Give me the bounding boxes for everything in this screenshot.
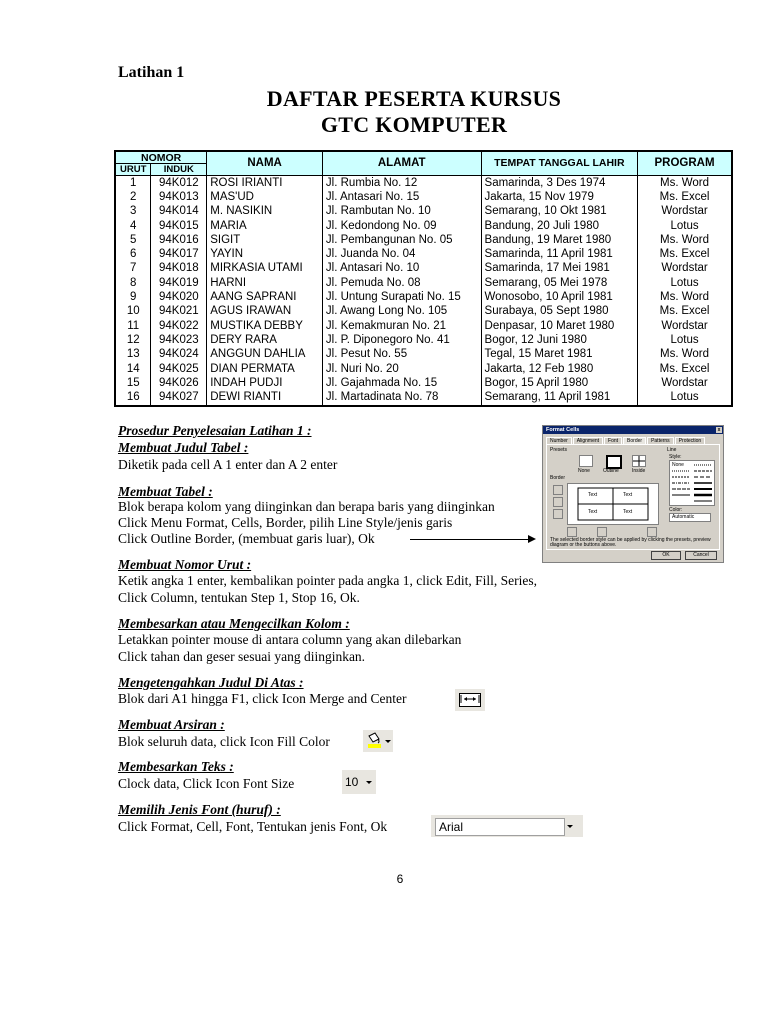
cell-program: Wordstar <box>638 262 732 276</box>
cell-urut: 14 <box>115 362 151 376</box>
preview-text-4: Text <box>623 509 633 515</box>
style-none-label: None <box>672 462 684 468</box>
cell-nama: YAYIN <box>207 247 323 261</box>
merge-center-icon <box>455 689 485 711</box>
cell-alamat: Jl. Nuri No. 20 <box>322 362 481 376</box>
cell-induk: 94K016 <box>151 233 207 247</box>
preview-text-3: Text <box>588 509 598 515</box>
cell-program: Ms. Word <box>638 290 732 304</box>
cell-induk: 94K013 <box>151 190 207 204</box>
border-label: Border <box>550 475 566 481</box>
cell-nama: DERY RARA <box>207 333 323 347</box>
participants-table <box>114 150 733 407</box>
tab-patterns: Patterns <box>647 437 674 445</box>
cell-program: Ms. Excel <box>638 305 732 319</box>
table-row <box>115 390 732 405</box>
table-row <box>115 262 732 276</box>
cell-program: Ms. Word <box>638 233 732 247</box>
cell-urut: 4 <box>115 219 151 233</box>
kolom-line1: Letakkan pointer mouse di antara column yang akan dilebarkan <box>118 632 462 647</box>
cell-urut: 1 <box>115 176 151 191</box>
cell-induk: 94K014 <box>151 205 207 219</box>
cell-induk: 94K025 <box>151 362 207 376</box>
cell-ttl: Samarinda, 3 Des 1974 <box>481 176 638 191</box>
cell-program: Ms. Word <box>638 176 732 191</box>
cell-urut: 7 <box>115 262 151 276</box>
cell-ttl: Semarang, 11 April 1981 <box>481 390 638 405</box>
font-text: Click Format, Cell, Font, Tentukan jenis Font, Ok <box>118 819 388 834</box>
header-urut: URUT <box>115 164 151 176</box>
table-row <box>115 190 732 204</box>
cell-nama: HARNI <box>207 276 323 290</box>
cell-alamat: Jl. Awang Long No. 105 <box>322 305 481 319</box>
cell-nama: ROSI IRIANTI <box>207 176 323 191</box>
cell-alamat: Jl. Antasari No. 15 <box>322 190 481 204</box>
cell-urut: 16 <box>115 390 151 405</box>
judul-text: Diketik pada cell A 1 enter dan A 2 enter <box>118 457 338 472</box>
table-row <box>115 319 732 333</box>
cell-nama: SIGIT <box>207 233 323 247</box>
arrow-head-icon <box>528 535 536 543</box>
cell-induk: 94K027 <box>151 390 207 405</box>
cell-ttl: Semarang, 10 Okt 1981 <box>481 205 638 219</box>
cell-urut: 9 <box>115 290 151 304</box>
cell-nama: DEWI RIANTI <box>207 390 323 405</box>
cell-ttl: Samarinda, 11 April 1981 <box>481 247 638 261</box>
cell-induk: 94K012 <box>151 176 207 191</box>
header-induk: INDUK <box>151 164 207 176</box>
border-preview <box>567 483 659 525</box>
color-label: Color: <box>669 507 683 513</box>
table-row <box>115 305 732 319</box>
cell-induk: 94K023 <box>151 333 207 347</box>
cell-urut: 6 <box>115 247 151 261</box>
cell-program: Ms. Word <box>638 348 732 362</box>
tab-alignment: Alignment <box>573 437 603 445</box>
table-row <box>115 276 732 290</box>
cell-ttl: Jakarta, 12 Feb 1980 <box>481 362 638 376</box>
cell-program: Lotus <box>638 333 732 347</box>
table-row <box>115 348 732 362</box>
font-heading: Memilih Jenis Font (huruf) : <box>118 802 281 817</box>
header-nama: NAMA <box>207 151 323 176</box>
cell-nama: ANGGUN DAHLIA <box>207 348 323 362</box>
latihan-label: Latihan 1 <box>118 64 185 81</box>
tab-protection: Protection <box>675 437 706 445</box>
cell-alamat: Jl. Juanda No. 04 <box>322 247 481 261</box>
preset-outline-label: Outline <box>603 468 619 474</box>
nomor-line2: Click Column, tentukan Step 1, Stop 16, Ok. <box>118 590 360 605</box>
header-alamat: ALAMAT <box>322 151 481 176</box>
style-label: Style: <box>669 454 682 460</box>
header-nomor: NOMOR <box>115 151 207 164</box>
cell-alamat: Jl. Kedondong No. 09 <box>322 219 481 233</box>
tabel-line3: Click Outline Border, (membuat garis luar), Ok <box>118 531 375 546</box>
border-left-icon <box>567 527 577 537</box>
cell-alamat: Jl. Rumbia No. 12 <box>322 176 481 191</box>
font-name-box <box>431 815 583 837</box>
table-row <box>115 176 732 191</box>
dialog-title-bar <box>543 426 723 434</box>
preset-inside-label: Inside <box>632 468 646 474</box>
cell-urut: 8 <box>115 276 151 290</box>
cell-alamat: Jl. Kemakmuran No. 21 <box>322 319 481 333</box>
cell-ttl: Bandung, 20 Juli 1980 <box>481 219 638 233</box>
procedure-title: Prosedur Penyelesaian Latihan 1 : <box>118 423 312 438</box>
cell-urut: 11 <box>115 319 151 333</box>
format-cells-dialog <box>542 425 724 563</box>
border-right-icon <box>647 527 657 537</box>
preset-none-icon <box>579 455 593 467</box>
table-row <box>115 362 732 376</box>
cell-program: Ms. Excel <box>638 362 732 376</box>
line-style-list <box>669 460 715 506</box>
cell-ttl: Wonosobo, 10 April 1981 <box>481 290 638 304</box>
table-row <box>115 205 732 219</box>
teks-text: Clock data, Click Icon Font Size <box>118 776 295 791</box>
cell-nama: INDAH PUDJI <box>207 376 323 390</box>
cell-ttl: Bogor, 15 April 1980 <box>481 376 638 390</box>
kolom-line2: Click tahan dan geser sesuai yang diinginkan. <box>118 649 366 664</box>
table-row <box>115 247 732 261</box>
tengah-heading: Mengetengahkan Judul Di Atas : <box>118 675 304 690</box>
cell-ttl: Bogor, 12 Juni 1980 <box>481 333 638 347</box>
cell-alamat: Jl. Gajahmada No. 15 <box>322 376 481 390</box>
cell-ttl: Samarinda, 17 Mei 1981 <box>481 262 638 276</box>
cell-urut: 12 <box>115 333 151 347</box>
cell-program: Wordstar <box>638 205 732 219</box>
cell-nama: MUSTIKA DEBBY <box>207 319 323 333</box>
cell-urut: 15 <box>115 376 151 390</box>
cell-nama: AGUS IRAWAN <box>207 305 323 319</box>
tab-font: Font <box>604 437 622 445</box>
cell-nama: MIRKASIA UTAMI <box>207 262 323 276</box>
cell-urut: 10 <box>115 305 151 319</box>
table-row <box>115 333 732 347</box>
cell-ttl: Semarang, 05 Mei 1978 <box>481 276 638 290</box>
tab-border: Border <box>623 437 646 445</box>
cell-program: Ms. Excel <box>638 190 732 204</box>
cell-induk: 94K022 <box>151 319 207 333</box>
cell-program: Wordstar <box>638 319 732 333</box>
cell-program: Wordstar <box>638 376 732 390</box>
cell-alamat: Jl. Pembangunan No. 05 <box>322 233 481 247</box>
judul-heading: Membuat Judul Tabel : <box>118 440 249 455</box>
cell-alamat: Jl. Rambutan No. 10 <box>322 205 481 219</box>
arrow-line <box>410 539 532 540</box>
cell-induk: 94K017 <box>151 247 207 261</box>
table-row <box>115 290 732 304</box>
tengah-text: Blok dari A1 hingga F1, click Icon Merge and Center <box>118 691 407 706</box>
cell-nama: AANG SAPRANI <box>207 290 323 304</box>
arsiran-text: Blok seluruh data, click Icon Fill Color <box>118 734 330 749</box>
cell-urut: 5 <box>115 233 151 247</box>
ok-button: OK <box>651 551 681 560</box>
page-title-line1: DAFTAR PESERTA KURSUS <box>266 86 562 111</box>
cell-induk: 94K019 <box>151 276 207 290</box>
cell-induk: 94K024 <box>151 348 207 362</box>
font-size-value: 10 <box>345 775 359 789</box>
cell-ttl: Tegal, 15 Maret 1981 <box>481 348 638 362</box>
cell-nama: M. NASIKIN <box>207 205 323 219</box>
cell-nama: DIAN PERMATA <box>207 362 323 376</box>
teks-heading: Membesarkan Teks : <box>118 759 234 774</box>
header-program: PROGRAM <box>638 151 732 176</box>
tabel-line2: Click Menu Format, Cells, Border, pilih Line Style/jenis garis <box>118 515 453 530</box>
cell-induk: 94K020 <box>151 290 207 304</box>
border-top-icon <box>553 485 563 495</box>
cell-program: Lotus <box>638 390 732 405</box>
font-size-box <box>342 770 376 794</box>
kolom-heading: Membesarkan atau Mengecilkan Kolom : <box>118 616 350 631</box>
border-center-icon <box>597 527 607 537</box>
color-value: Automatic <box>672 514 695 520</box>
cell-nama: MAS'UD <box>207 190 323 204</box>
cell-urut: 13 <box>115 348 151 362</box>
cell-alamat: Jl. Pesut No. 55 <box>322 348 481 362</box>
nomor-line1: Ketik angka 1 enter, kembalikan pointer pada angka 1, click Edit, Fill, Series, <box>118 573 537 588</box>
cell-urut: 2 <box>115 190 151 204</box>
preview-text-2: Text <box>623 492 633 498</box>
line-label: Line <box>667 447 677 453</box>
cell-ttl: Surabaya, 05 Sept 1980 <box>481 305 638 319</box>
tab-number: Number <box>546 437 572 445</box>
dialog-title: Format Cells <box>546 427 580 433</box>
dialog-hint: The selected border style can be applied by clicking the presets, preview diagram or the buttons above. <box>550 537 711 548</box>
cell-ttl: Bandung, 19 Maret 1980 <box>481 233 638 247</box>
table-row <box>115 376 732 390</box>
cell-program: Ms. Excel <box>638 247 732 261</box>
cell-alamat: Jl. P. Diponegoro No. 41 <box>322 333 481 347</box>
header-ttl: TEMPAT TANGGAL LAHIR <box>481 151 638 176</box>
cell-urut: 3 <box>115 205 151 219</box>
border-middle-icon <box>553 497 563 507</box>
nomor-heading: Membuat Nomor Urut : <box>118 557 252 572</box>
preview-text-1: Text <box>588 492 598 498</box>
cell-ttl: Jakarta, 15 Nov 1979 <box>481 190 638 204</box>
table-row <box>115 219 732 233</box>
cell-ttl: Denpasar, 10 Maret 1980 <box>481 319 638 333</box>
cell-induk: 94K018 <box>151 262 207 276</box>
tabel-line1: Blok berapa kolom yang diinginkan dan berapa baris yang diinginkan <box>118 499 495 514</box>
preset-none-label: None <box>578 468 590 474</box>
cell-induk: 94K021 <box>151 305 207 319</box>
arsiran-heading: Membuat Arsiran : <box>118 717 225 732</box>
close-icon: x <box>717 427 721 433</box>
cell-alamat: Jl. Martadinata No. 78 <box>322 390 481 405</box>
table-row <box>115 233 732 247</box>
border-bottom-icon <box>553 509 563 519</box>
preset-inside-icon <box>632 455 646 467</box>
cell-alamat: Jl. Antasari No. 10 <box>322 262 481 276</box>
cell-induk: 94K026 <box>151 376 207 390</box>
cell-program: Lotus <box>638 219 732 233</box>
cell-alamat: Jl. Untung Surapati No. 15 <box>322 290 481 304</box>
cell-nama: MARIA <box>207 219 323 233</box>
page-number: 6 <box>396 872 404 886</box>
cancel-button: Cancel <box>685 551 717 560</box>
cell-induk: 94K015 <box>151 219 207 233</box>
page-title-line2: GTC KOMPUTER <box>320 112 508 137</box>
cell-alamat: Jl. Pemuda No. 08 <box>322 276 481 290</box>
preset-outline-icon <box>606 455 622 469</box>
color-select <box>669 513 711 522</box>
presets-label: Presets <box>550 447 567 453</box>
font-name-value: Arial <box>439 820 464 834</box>
dialog-body <box>546 444 720 550</box>
fill-color-icon <box>363 730 393 752</box>
tabel-heading: Membuat Tabel : <box>118 484 213 499</box>
cell-program: Lotus <box>638 276 732 290</box>
